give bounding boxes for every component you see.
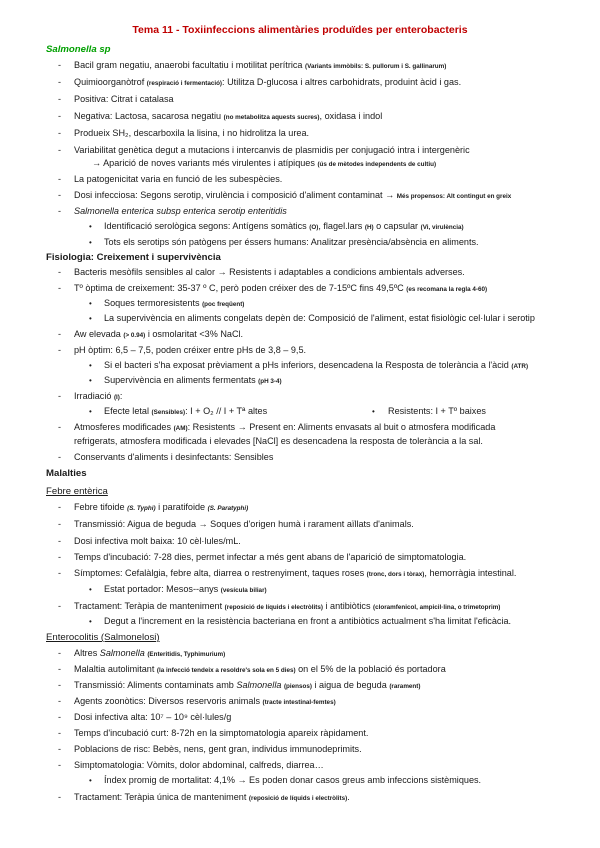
list-item: - Dosi infectiva molt baixa: 10 cèl·lules/mL. (58, 536, 241, 546)
subsection-febre-heading: Febre entèrica (46, 486, 108, 497)
list-item-continuation: → Aparició de noves variants més virulentes i atípiques (ús de mètodes independents de cultiu) (92, 158, 437, 168)
page-title: Tema 11 - Toxiinfeccions alimentàries produïdes per enterobacteris (132, 24, 468, 36)
list-item: - Salmonella enterica subsp enterica serotip enteritidis (58, 206, 287, 216)
list-item: - Variabilitat genètica degut a mutacions i intercanvis de plasmidis per conjugació intra i intergenèric (58, 145, 470, 155)
list-item: - Dosi infectiva alta: 10⁷ – 10⁹ cèl·lules/g (58, 712, 232, 722)
list-item: - Bacil gram negatiu, anaerobi facultatiu i motilitat perítrica (Variants immòbils: S. pullorum i S. gallinarum) (58, 60, 447, 70)
sub-list-item: • Índex promig de mortalitat: 4,1% → Es poden donar casos greus amb infeccions sistèmiques. (89, 775, 482, 785)
list-item: - Dosi infecciosa: Segons serotip, virulència i composició d'aliment contaminat → Més propensos: Alt contingut en greix (58, 190, 512, 200)
list-item: - Atmosferes modificades (AM): Resistents → Present en: Aliments envasats al buit o atmosfera modificada (58, 422, 496, 432)
sub-list-item: • Supervivència en aliments fermentats (pH 3-4) (89, 375, 282, 385)
section-malalties-heading: Malalties (46, 468, 87, 479)
sub-list-item: • Soques termoresistents (poc freqüent) (89, 298, 245, 308)
list-item: - Poblacions de risc: Bebès, nens, gent gran, individus immunodeprimits. (58, 744, 362, 754)
section-salmonella-heading: Salmonella sp (46, 44, 111, 55)
list-item: - pH òptim: 6,5 – 7,5, poden créixer entre pHs de 3,8 – 9,5. (58, 345, 307, 355)
list-item: - Tractament: Teràpia única de manteniment (reposició de líquids i electròlits). (58, 792, 350, 802)
subsection-enterocolitis-heading: Enterocolitis (Salmonelosi) (46, 632, 160, 643)
list-item: - Quimioorganòtrof (respiració i fermentació): Utilitza D-glucosa i altres carbohidrats, produint àcid i gas. (58, 77, 462, 87)
list-item: - Bacteris mesòfils sensibles al calor → Resistents i adaptables a condicions ambientals adverses. (58, 267, 465, 277)
sub-list-item: • Identificació serològica segons: Antígens somàtics (O), flagel.lars (H) o capsular (Vi, virulència) (89, 221, 464, 231)
sub-list-item: • La supervivència en aliments congelats depèn de: Composició de l'aliment, estat fisiològic cel·lular i serotip (89, 313, 535, 323)
sub-list-item: • Efecte letal (Sensibles): I + O₂ // I + Tª altes • Resistents: I + Tº baixes (89, 406, 486, 416)
list-item: - Agents zoonòtics: Diversos reservoris animals (tracte intestinal-femtes) (58, 696, 336, 706)
list-item: - Tractament: Teràpia de manteniment (reposició de líquids i electròlits) i antibiòtics (cloramfenicol, ampicil·lina, o trimetoprim) (58, 601, 501, 611)
list-item: - Símptomes: Cefalàlgia, febre alta, diarrea o restrenyiment, taques roses (tronc, dors i tòrax), hemorràgia intestinal. (58, 568, 517, 578)
list-item: - La patogenicitat varia en funció de les subespècies. (58, 174, 283, 184)
list-item-continuation: refrigerats, atmosfera modificada i elevades [NaCl] es desencadena la resposta de tolerància a la sal. (74, 436, 483, 446)
list-item: - Negativa: Lactosa, sacarosa negatiu (no metabolitza aquests sucres), oxidasa i indol (58, 111, 383, 121)
sub-list-item: • Si el bacteri s'ha exposat prèviament a pHs inferiors, desencadena la Resposta de tolerància a l'àcid (ATR) (89, 360, 529, 370)
sub-list-item: • Degut a l'increment en la resistència bacteriana en front a antibiòtics actualment s'ha limitat l'eficàcia. (89, 616, 512, 626)
list-item: - Temps d'incubació curt: 8-72h en la simptomatologia apareix ràpidament. (58, 728, 369, 738)
list-item: - Transmissió: Aliments contaminats amb Salmonella (piensos) i aigua de beguda (rarament) (58, 680, 421, 690)
list-item: - Produeix SH₂, descarboxila la lisina, i no hidrolitza la urea. (58, 128, 310, 138)
list-item: - Transmissió: Aigua de beguda → Soques d'origen humà i rarament aïllats d'animals. (58, 519, 414, 529)
list-item: - Tº òptima de creixement: 35-37 º C, però poden créixer des de 7-15ºC fins 49,5ºC (es recomana la regla 4-60) (58, 283, 488, 293)
list-item: - Altres Salmonella (Enteritidis, Typhimurium) (58, 648, 226, 658)
list-item: - Simptomatologia: Vòmits, dolor abdominal, calfreds, diarrea… (58, 760, 324, 770)
sub-list-item: • Estat portador: Mesos--anys (vesícula biliar) (89, 584, 267, 594)
list-item: - Aw elevada (> 0.94) i osmolaritat <3% NaCl. (58, 329, 244, 339)
list-item: - Conservants d'aliments i desinfectants: Sensibles (58, 452, 274, 462)
list-item: - Malaltia autolimitant (la infecció tendeix a resoldre's sola en 5 dies) on el 5% de la població és portadora (58, 664, 446, 674)
list-item: - Temps d'incubació: 7-28 dies, permet infectar a més gent abans de l'aparició de simptomatologia. (58, 552, 467, 562)
section-fisiologia-heading: Fisiologia: Creixement i supervivència (46, 252, 221, 263)
list-item: - Febre tifoide (S. Typhi) i paratifoide (S. Paratyphi) (58, 502, 249, 512)
sub-list-item: • Tots els serotips són patògens per éssers humans: Analitzar presència/absència en aliments. (89, 237, 479, 247)
list-item: - Irradiació (I): (58, 391, 123, 401)
list-item: - Positiva: Citrat i catalasa (58, 94, 174, 104)
